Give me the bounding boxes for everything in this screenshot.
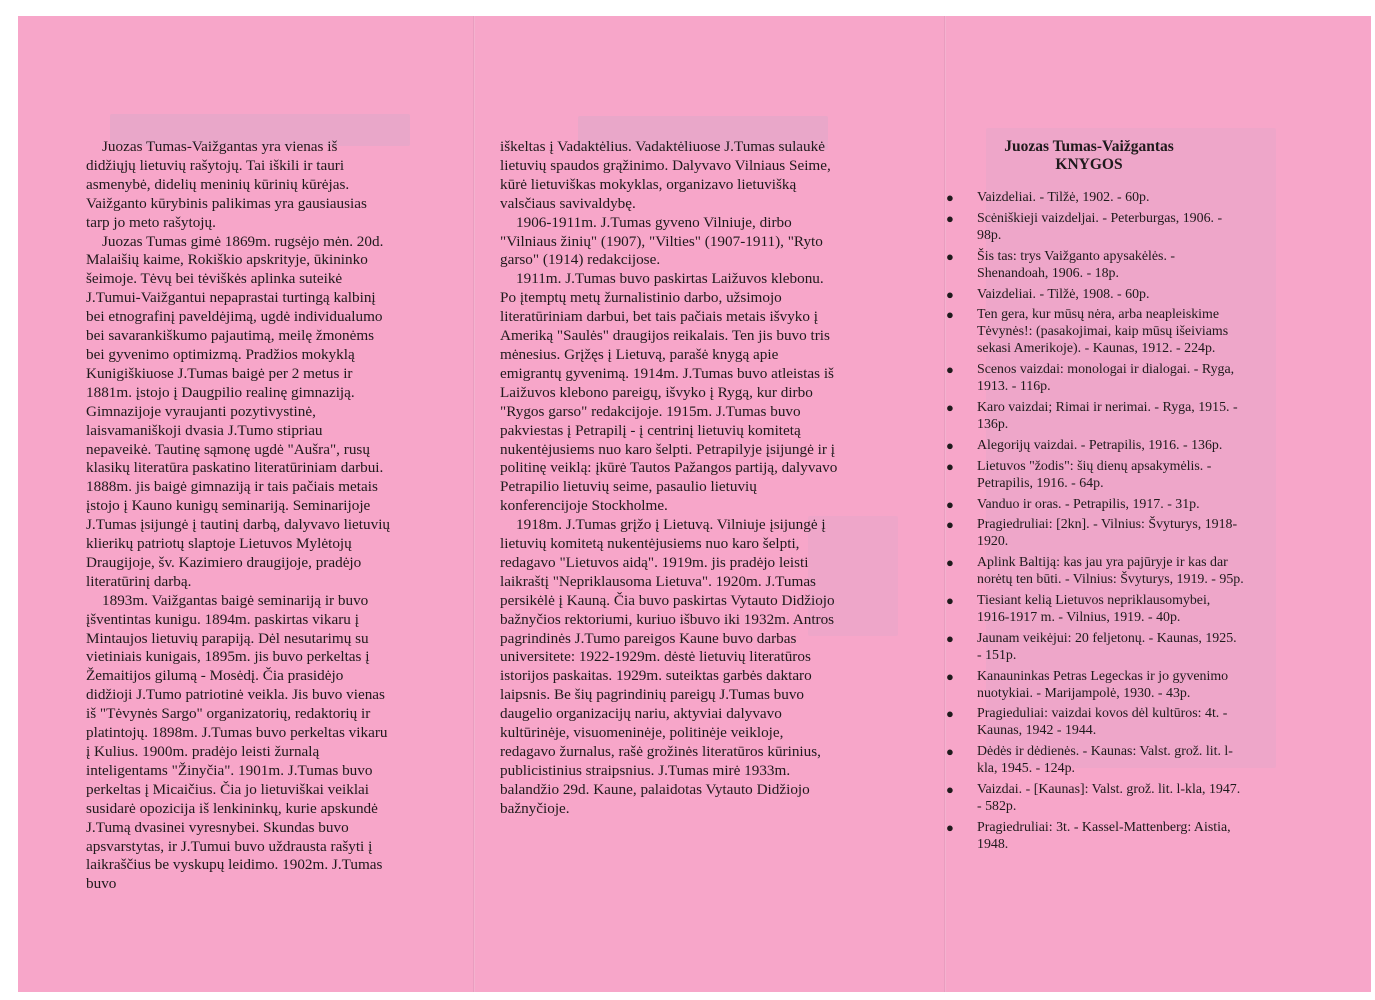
- paragraph: 1893m. Vaižgantas baigė seminariją ir buvo įšventintas kunigu. 1894m. paskirtas vikaru į Mintaujos lietuvių parapiją. Dėl nesutarimų su vietiniais kunigais, 1895m. jis buvo perkeltas į Žemaitijos gilumą - Mosėdį. Čia prasidėjo didžioji J.Tumo patriotinė veikla. Jis buvo vienas iš "Tėvynės Sargo" organizatorių, redaktorių ir platintojų. 1898m. J.Tumas buvo perkeltas vikaru į Kulius. 1900m. pradėjo leisti žurnalą inteligentams "Žinyčia". 1901m. J.Tumas buvo perkeltas į Micaičius. Čia jo lietuviškai veiklai susidarė opozicija iš lenkininkų, kurie apskundė J.Tumą dvasinei vyresnybei. Skundas buvo apsvarstytas, ir J.Tumui buvo uždrausta rašyti į laikraščius be vyskupų leidimo. 1902m. J.Tumas buvo: [86, 591, 388, 893]
- bullet-icon: ●: [946, 517, 954, 533]
- column-biography-part-1: [86, 138, 390, 894]
- bullet-icon: ●: [946, 782, 954, 798]
- book-list-item: [944, 631, 1244, 665]
- book-list-item: [944, 362, 1244, 396]
- bullet-icon: ●: [946, 307, 954, 323]
- author-name-heading: Juozas Tumas-Vaižgantas: [1004, 138, 1174, 155]
- book-list-item: [944, 555, 1244, 589]
- bullet-icon: ●: [946, 555, 954, 571]
- bullet-icon: ●: [946, 362, 954, 378]
- book-list-item: [944, 782, 1244, 816]
- book-entry: Scenos vaizdai: monologai ir dialogai. - Ryga, 1913. - 116p.: [977, 362, 1235, 395]
- book-list-item: [944, 211, 1244, 245]
- paragraph: 1918m. J.Tumas grįžo į Lietuvą. Vilniuje įsijungė į lietuvių komitetą nukentėjusiems nuo karo šelpti, redagavo "Lietuvos aidą". 1919m. jis pradėjo leisti laikraštį "Nepriklausoma Lietuva". 1920m. J.Tumas persikėlė į Kauną. Čia buvo paskirtas Vytauto Didžiojo bažnyčios rektoriumi, kuriuo išbuvo iki 1932m. Antros pagrindinės J.Tumo pareigos Kaune buvo darbas universitete: 1922-1929m. dėstė lietuvių literatūros istorijos paskaitas. 1929m. suteiktas garbės daktaro laipsnis. Be šių pagrindinių pareigų J.Tumas buvo daugelio organizacijų nariu, aktyviai dalyvavo kultūrinėje, visuomeninėje, politinėje veikloje, redagavo žurnalus, rašė grožinės literatūros kūrinius, publicistinius straipsnius. J.Tumas mirė 1933m. balandžio 29d. Kaune, palaidotas Vytauto Didžiojo bažnyčioje.: [500, 516, 835, 817]
- column-books-list: [944, 138, 1244, 858]
- paragraph: 1906-1911m. J.Tumas gyveno Vilniuje, dirbo "Vilniaus žinių" (1907), "Vilties" (1907-1911), "Ryto garso" (1914) redakcijose.: [500, 213, 823, 269]
- bullet-icon: ●: [946, 630, 954, 646]
- book-list: [944, 190, 1244, 854]
- book-list-item: [944, 190, 1244, 207]
- column-biography-part-2: [500, 138, 840, 819]
- bullet-icon: ●: [946, 819, 954, 835]
- paragraph: Juozas Tumas gimė 1869m. rugsėjo mėn. 20d. Malaišių kaime, Rokiškio apskrityje, ūkininko šeimoje. Tėvų bei tėviškės aplinka suteikė J.Tumui-Vaižgantui nepaprastai turtingą kalbinį bei etnografinį paveldėjimą, ugdė individualumo bei savarankiškumo pajautimą, meilę žmonėms bei gyvenimo optimizmą. Pradžios mokyklą Kunigiškiuose J.Tumas baigė per 2 metus ir 1881m. įstojo į Daugpilio realinę gimnaziją. Gimnazijoje vyraujanti pozytivystinė, laisvamaniškoji dvasia J.Tumo stipriau nepaveikė. Tautinę sąmonę ugdė "Aušra", rusų klasikų literatūra paskatino literatūriniam darbui. 1888m. jis baigė gimnaziją ir tais pačiais metais įstojo į Kauno kunigų seminariją. Seminarijoje J.Tumas įsijungė į tautinį darbą, dalyvavo lietuvių klierikų patriotų slaptoje Lietuvos Mylėtojų Draugijoje, šv. Kazimiero draugijoje, pradėjo literatūrinį darbą.: [86, 232, 391, 590]
- book-entry: Pragiedruliai: 3t. - Kassel-Mattenberg: Aistia, 1948.: [977, 819, 1231, 852]
- book-list-item: [944, 669, 1244, 703]
- fold-line-left: [473, 16, 475, 992]
- paragraph: Juozas Tumas-Vaižgantas yra vienas iš didžiųjų lietuvių rašytojų. Tai iškili ir tauri asmenybė, didelių meninių kūrinių kūrėjas. Vaižganto kūrybinis palikimas yra gausiausias tarp jo meto rašytojų.: [86, 138, 367, 231]
- book-entry: Ten gera, kur mūsų nėra, arba neapleiskime Tėvynės!: (pasakojimai, kaip mūsų išeiviams sekasi Amerikoje). - Kaunas, 1912. - 224p.: [977, 307, 1229, 357]
- book-list-item: [944, 287, 1244, 304]
- book-entry: Dėdės ir dėdienės. - Kaunas: Valst. grož. lit. l-kla, 1945. - 124p.: [977, 744, 1233, 777]
- book-entry: Lietuvos "žodis": šių dienų apsakymėlis. - Petrapilis, 1916. - 64p.: [977, 458, 1212, 491]
- book-list-item: [944, 497, 1244, 514]
- book-list-item: [944, 459, 1244, 493]
- book-entry: Tiesiant kelią Lietuvos nepriklausomybei, 1916-1917 m. - Vilnius, 1919. - 40p.: [977, 593, 1211, 625]
- bullet-icon: ●: [946, 190, 954, 205]
- bullet-icon: ●: [946, 210, 954, 226]
- book-entry: Alegorijų vaizdai. - Petrapilis, 1916. - 136p.: [977, 437, 1223, 453]
- bullet-icon: ●: [946, 668, 954, 684]
- book-list-item: [944, 593, 1244, 627]
- book-entry: Kanauninkas Petras Legeckas ir jo gyvenimo nuotykiai. - Marijampolė, 1930. - 43p.: [977, 668, 1229, 701]
- books-heading: KNYGOS: [1055, 156, 1123, 173]
- book-entry: Vanduo ir oras. - Petrapilis, 1917. - 31p.: [977, 496, 1200, 512]
- bullet-icon: ●: [946, 437, 954, 453]
- book-entry: Šis tas: trys Vaižganto apysakėlės. - Shenandoah, 1906. - 18p.: [977, 248, 1176, 281]
- book-list-item: [944, 438, 1244, 455]
- book-entry: Jaunam veikėjui: 20 feljetonų. - Kaunas, 1925. - 151p.: [977, 630, 1237, 663]
- book-list-item: [944, 400, 1244, 434]
- bullet-icon: ●: [946, 496, 954, 512]
- book-list-item: [944, 307, 1244, 358]
- book-entry: Vaizdeliai. - Tilžė, 1902. - 60p.: [977, 190, 1150, 205]
- book-list-item: [944, 820, 1244, 854]
- bullet-icon: ●: [946, 248, 954, 264]
- book-list-item: [944, 744, 1244, 778]
- book-entry: Vaizdeliai. - Tilžė, 1908. - 60p.: [977, 286, 1150, 302]
- bullet-icon: ●: [946, 706, 954, 722]
- book-entry: Scėniškieji vaizdeljai. - Peterburgas, 1906. - 98p.: [977, 210, 1223, 243]
- bullet-icon: ●: [946, 286, 954, 302]
- books-title: [964, 138, 1214, 174]
- book-entry: Vaizdai. - [Kaunas]: Valst. grož. lit. l-kla, 1947. - 582p.: [977, 782, 1241, 814]
- paragraph: iškeltas į Vadaktėlius. Vadaktėliuose J.Tumas sulaukė lietuvių spaudos grąžinimo. Dalyvavo Vilniaus Seime, kūrė lietuviškas mokyklas, organizavo lietuvišką valsčiaus savivaldybę.: [500, 138, 831, 212]
- book-entry: Aplink Baltiją: kas jau yra pajūryje ir kas dar norėtų ten būti. - Vilnius: Švyturys, 1919. - 95p.: [977, 555, 1244, 588]
- paragraph: 1911m. J.Tumas buvo paskirtas Laižuvos klebonu. Po įtemptų metų žurnalistinio darbo, užsimojo literatūriniam darbui, bet tais pačiais metais išvyko į Ameriką "Saulės" draugijos reikalais. Ten jis buvo tris mėnesius. Grįžęs į Lietuvą, parašė knygą apie emigrantų gyvenimą. 1914m. J.Tumas buvo atleistas iš Laižuvos klebono pareigų, išvyko į Rygą, kur dirbo "Rygos garso" redakcijoje. 1915m. J.Tumas buvo pakviestas į Petrapilį - į centrinį lietuvių komitetą nukentėjusiems nuo karo šelpti. Petrapilyje įsijungė ir į politinę veiklą: įkūrė Tautos Pažangos partiją, dalyvavo Petrapilio lietuvių seime, pasaulio lietuvių konferencijoje Stockholme.: [500, 270, 838, 515]
- book-list-item: [944, 249, 1244, 283]
- book-list-item: [944, 517, 1244, 551]
- bullet-icon: ●: [946, 458, 954, 474]
- book-list-item: [944, 706, 1244, 740]
- bullet-icon: ●: [946, 399, 954, 415]
- book-entry: Karo vaizdai; Rimai ir nerimai. - Ryga, 1915. - 136p.: [977, 399, 1238, 432]
- bullet-icon: ●: [946, 593, 954, 609]
- bullet-icon: ●: [946, 744, 954, 760]
- book-entry: Pragieduliai: vaizdai kovos dėl kultūros: 4t. - Kaunas, 1942 - 1944.: [977, 706, 1228, 739]
- book-entry: Pragiedruliai: [2kn]. - Vilnius: Švyturys, 1918-1920.: [977, 517, 1238, 550]
